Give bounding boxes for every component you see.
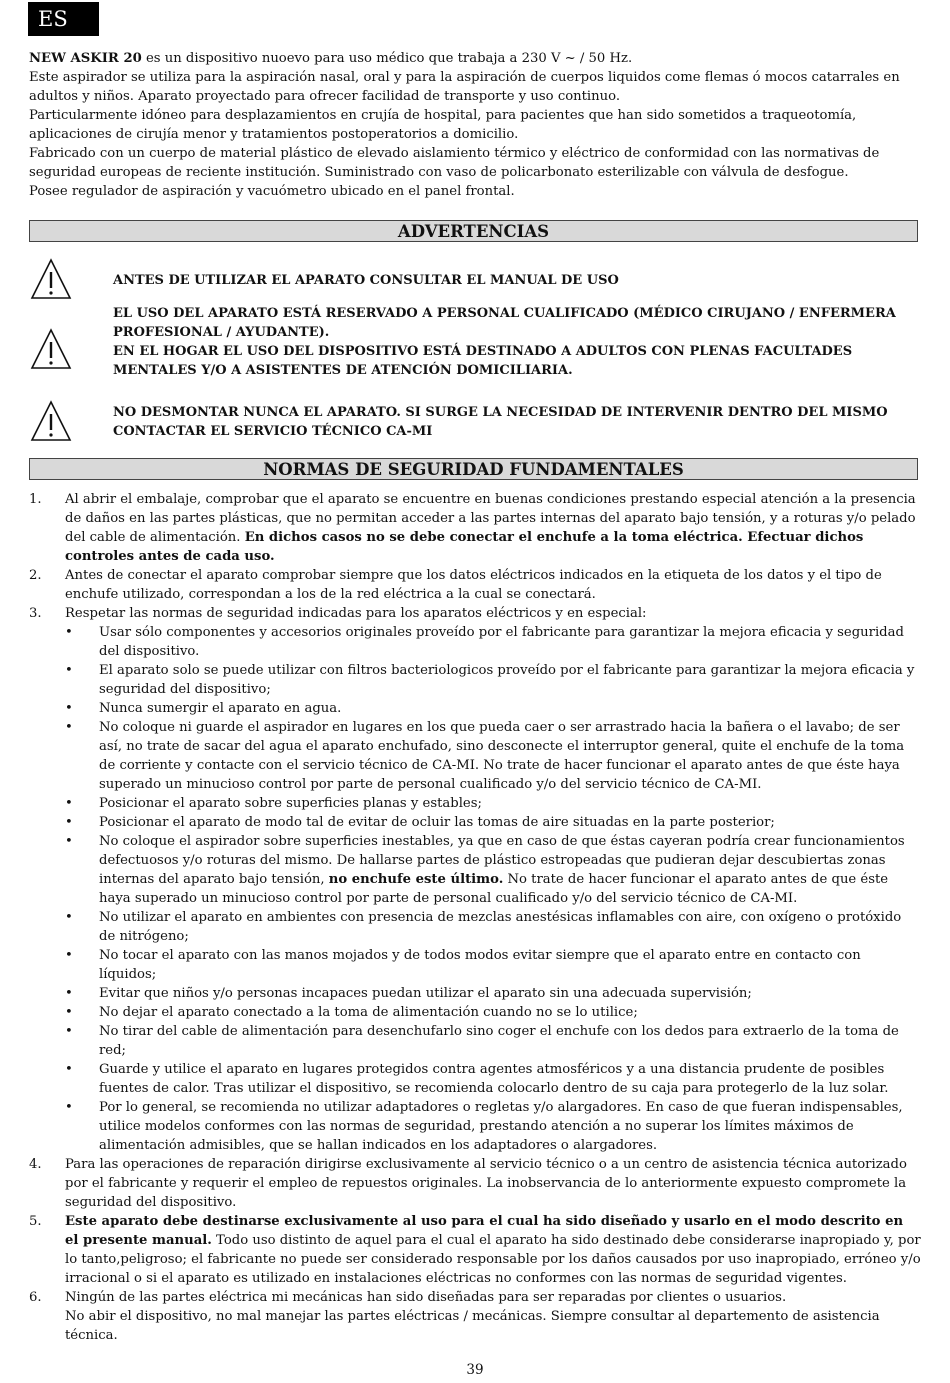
bullet-text: No dejar el aparato conectado a la toma de alimentación cuando no se lo utilice; [99,1005,638,1020]
intro-paragraph-2: Este aspirador se utiliza para la aspiración nasal, oral y para la aspiración de cuerpos liquidos come flemas ó mocos catarrales en adultos y niños. Aparato proyectado para ofrecer facilidad de transporte y uso continuo. [29,70,900,104]
list-item [65,1098,921,1155]
rule-item [29,1288,921,1345]
warning-triangle-icon [30,400,72,442]
rule-4-text: Para las operaciones de reparación dirigirse exclusivamente al servicio técnico o a un centro de asistencia técnica autorizado por el fabricante y requerir el empleo de repuestos originales. La inobservancia de lo anteriormente expuesto compromete la seguridad del dispositivo. [65,1157,907,1210]
warning-2 [113,304,913,380]
bullet-text: Usar sólo componentes y accesorios originales proveído por el fabricante para garantizar la mejora eficacia y seguridad del dispositivo. [99,625,904,659]
bullet-text: No tirar del cable de alimentación para desenchufarlo sino coger el enchufe con los dedos para extraerlo de la toma de red; [99,1024,899,1058]
warning-triangle-icon [30,328,72,370]
rule-number: 6. [29,1290,42,1305]
bullet-icon: • [65,815,73,830]
warning-1 [113,271,913,290]
list-item [65,946,921,984]
rule-3-bullets [65,623,921,1155]
bullet-text: Nunca sumergir el aparato en agua. [99,701,342,716]
rule-6-text-2: No abir el dispositivo, no mal manejar las partes eléctricas / mecánicas. Siempre consultar al departemento de asistencia técnica. [65,1309,880,1343]
intro-paragraph-1 [29,49,921,68]
bullet-icon: • [65,1100,73,1115]
rule-3-text: Respetar las normas de seguridad indicadas para los aparatos eléctricos y en especial: [65,606,647,621]
bullet-bold-text: no enchufe este último. [328,872,504,887]
bullet-text: No coloque el aspirador sobre superficies inestables, ya que en caso de que éstas cayeran podría crear funcionamientos defectuosos y/o roturas del mismo. De hallarse partes de plástico estropeadas que pudieran dejar descubiertas zonas internas del aparato bajo tensión, [99,834,905,887]
list-item [65,718,921,794]
rule-1-text: Al abrir el embalaje, comprobar que el aparato se encuentre en buenas condiciones prestando especial atención a la presencia de daños en las partes plásticas, que no permitan acceder a las partes internas del aparato bajo tensión, y a roturas y/o pelado del cable de alimentación. [65,492,916,545]
rule-item [29,1212,921,1288]
bullet-icon: • [65,1024,73,1039]
bullet-text: El aparato solo se puede utilizar con filtros bacteriologicos proveído por el fabricante para garantizar la mejora eficacia y seguridad del dispositivo; [99,663,915,697]
intro-p1-text: es un dispositivo nuoevo para uso médico que trabaja a 230 V ~ / 50 Hz. [141,51,633,66]
bullet-text: Guarde y utilice el aparato en lugares protegidos contra agentes atmosféricos y a una distancia prudente de posibles fuentes de calor. Tras utilizar el dispositivo, se recomienda colocarlo dentro de su caja para protegerlo de la luz solar. [99,1062,889,1096]
rule-number: 3. [29,606,42,621]
bullet-text: No trate de hacer funcionar el aparato antes de que éste haya superado un minucioso control por parte de personal cualificado y/o del servicio técnico de CA-MI. [99,872,889,906]
bullet-icon: • [65,910,73,925]
bullet-icon: • [65,1062,73,1077]
warning-3 [113,403,913,441]
list-item [65,832,921,908]
bullet-icon: • [65,720,73,735]
rule-5-bold: Este aparato debe destinarse exclusivamente al uso para el cual ha sido diseñado y usarlo en el modo descrito en el presente manual. [65,1214,904,1248]
rule-number: 4. [29,1157,42,1172]
rule-1-bold: En dichos casos no se debe conectar el enchufe a la toma eléctrica. Efectuar dichos controles antes de cada uso. [65,530,864,564]
list-item [65,699,921,718]
list-item [65,794,921,813]
rule-number: 2. [29,568,42,583]
page-number: 39 [466,1362,484,1378]
bullet-text: Posicionar el aparato sobre superficies planas y estables; [99,796,482,811]
intro-paragraph-3: Particularmente idóneo para desplazamientos en crujía de hospital, para pacientes que han sido sometidos a traqueotomía, aplicaciones de cirujía menor y tratamientos postoperatorios a domicilio. [29,108,857,142]
intro-paragraph-4: Fabricado con un cuerpo de material plástico de elevado aislamiento térmico y eléctrico de conformidad con las normativas de seguridad europeas de reciente institución. Suministrado con vaso de policarbonato esterilizable con válvula de desfogue. [29,146,880,180]
rule-5-text: Todo uso distinto de aquel para el cual el aparato ha sido destinado debe considerarse inapropiado y, por lo tanto,peligroso; el fabricante no puede ser considerado responsable por los daños causados por uso inapropiado, erróneo y/o irracional o si el aparato es utilizado en instalaciones eléctricas no conformes con las normas de seguridad vigentes. [65,1233,921,1286]
list-item [65,623,921,661]
warning-triangle-icon [30,258,72,300]
warning-2a-text: EL USO DEL APARATO ESTÁ RESERVADO A PERSONAL CUALIFICADO (MÉDICO CIRUJANO / ENFERMERA PROFESIONAL / AYUDANTE). [113,306,896,340]
bullet-icon: • [65,796,73,811]
bullet-icon: • [65,1005,73,1020]
safety-heading: NORMAS DE SEGURIDAD FUNDAMENTALES [29,458,918,480]
intro-paragraph-5: Posee regulador de aspiración y vacuómetro ubicado en el panel frontal. [29,184,515,199]
rule-2-text: Antes de conectar el aparato comprobar siempre que los datos eléctricos indicados en la etiqueta de los datos y el tipo de enchufe utilizado, correspondan a los de la red eléctrica a la cual se conectará. [65,568,882,602]
bullet-text: Por lo general, se recomienda no utilizar adaptadores o regletas y/o alargadores. En caso de que fueran indispensables, utilice modelos conformes con las normas de seguridad, prestando atención a no superar los límites máximos de alimentación admisibles, que se hallan indicados en los adaptadores o alargadores. [99,1100,903,1153]
product-name: NEW ASKIR 20 [29,51,142,66]
warning-2b-text: EN EL HOGAR EL USO DEL DISPOSITIVO ESTÁ DESTINADO A ADULTOS CON PLENAS FACULTADES MENTALES Y/O A ASISTENTES DE ATENCIÓN DOMICILIARIA. [113,344,853,378]
bullet-text: No utilizar el aparato en ambientes con presencia de mezclas anestésicas inflamables con aire, con oxígeno o protóxido de nitrógeno; [99,910,902,944]
rule-6-text: Ningún de las partes eléctrica mi mecánicas han sido diseñadas para ser reparadas por clientes o usuarios. [65,1290,787,1305]
warning-1-text: ANTES DE UTILIZAR EL APARATO CONSULTAR EL MANUAL DE USO [113,273,619,288]
list-item [65,908,921,946]
bullet-icon: • [65,948,73,963]
warnings-heading: ADVERTENCIAS [29,220,918,242]
list-item [65,1022,921,1060]
intro-section [29,49,921,201]
list-item [65,984,921,1003]
rule-item [29,1155,921,1212]
bullet-text: Posicionar el aparato de modo tal de evitar de ocluir las tomas de aire situadas en la parte posterior; [99,815,775,830]
warning-3-text: NO DESMONTAR NUNCA EL APARATO. SI SURGE LA NECESIDAD DE INTERVENIR DENTRO DEL MISMO CONTACTAR EL SERVICIO TÉCNICO CA-MI [113,405,888,439]
rule-item [29,604,921,1155]
bullet-icon: • [65,663,73,678]
bullet-icon: • [65,834,73,849]
rule-item [29,566,921,604]
safety-rules [29,490,921,1345]
rule-item [29,490,921,566]
list-item [65,661,921,699]
list-item [65,813,921,832]
bullet-text: No tocar el aparato con las manos mojados y de todos modos evitar siempre que el aparato entre en contacto con líquidos; [99,948,861,982]
bullet-text: Evitar que niños y/o personas incapaces puedan utilizar el aparato sin una adecuada supervisión; [99,986,752,1001]
list-item [65,1003,921,1022]
bullet-icon: • [65,701,73,716]
bullet-icon: • [65,986,73,1001]
bullet-text: No coloque ni guarde el aspirador en lugares en los que pueda caer o ser arrastrado hacia la bañera o el lavabo; de ser así, no trate de sacar del agua el aparato enchufado, sino desconecte el interruptor general, quite el enchufe de la toma de corriente y contacte con el servicio técnico de CA-MI. No trate de hacer funcionar el aparato antes de que éste haya superado un minucioso control por parte de personal cualificado y/o del servicio técnico de CA-MI. [99,720,905,792]
list-item [65,1060,921,1098]
rule-number: 1. [29,492,42,507]
bullet-icon: • [65,625,73,640]
rule-number: 5. [29,1214,42,1229]
language-tab: ES [28,2,99,36]
